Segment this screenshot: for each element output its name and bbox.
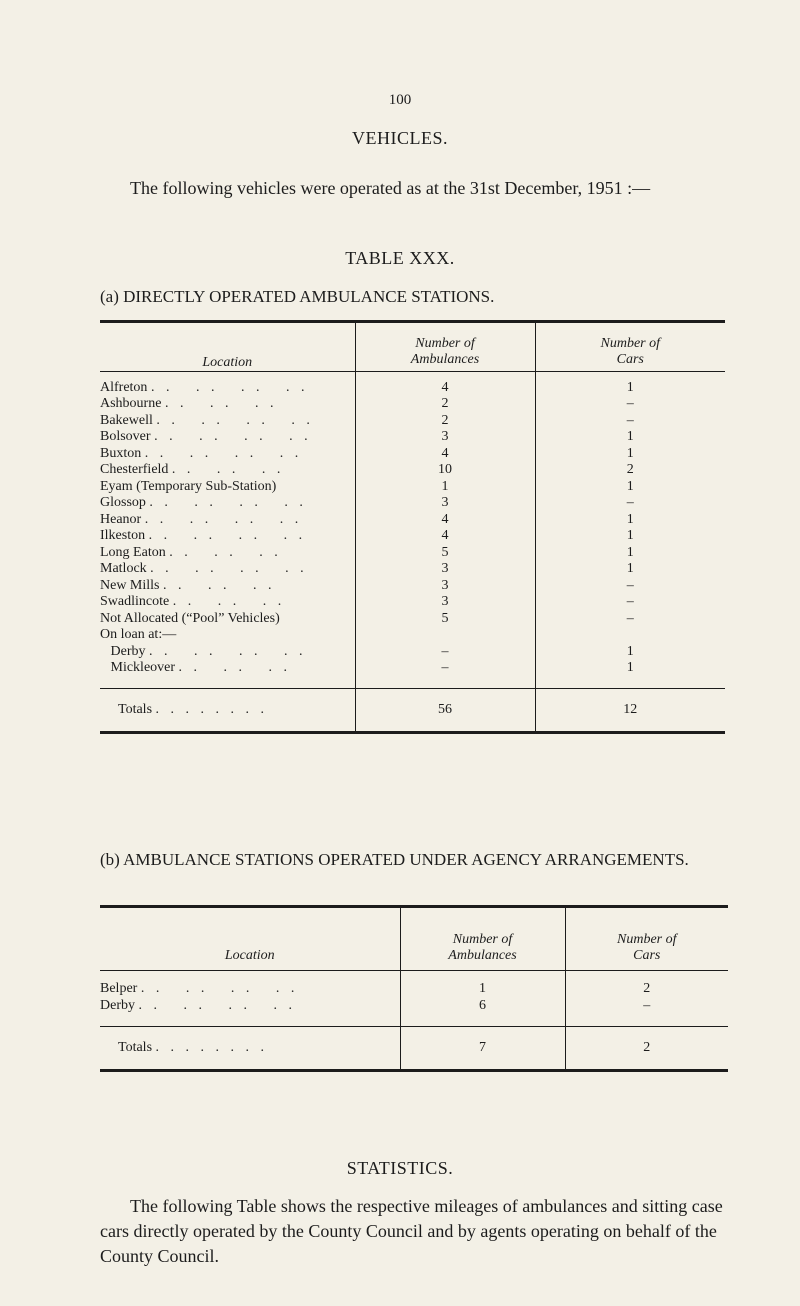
location-text: New Mills <box>100 577 160 593</box>
cell-location <box>100 644 355 661</box>
table-row <box>100 997 728 1015</box>
cell-cars <box>535 627 725 644</box>
table-title: TABLE XXX. <box>345 248 455 268</box>
cell-ambulances: 2 <box>355 413 535 430</box>
totals-cars: 2 <box>565 1027 728 1071</box>
cell-ambulances: 3 <box>355 561 535 578</box>
cell-ambulances: 4 <box>355 512 535 529</box>
location-text: Mickleover <box>100 660 176 676</box>
cell-location <box>100 545 355 562</box>
section-a-heading: (a) DIRECTLY OPERATED AMBULANCE STATIONS. <box>100 287 495 306</box>
spacer-cell <box>100 1015 400 1027</box>
cell-ambulances <box>355 627 535 644</box>
cell-location <box>100 528 355 545</box>
location-text: Eyam (Temporary Sub-Station) <box>100 478 277 494</box>
cell-ambulances: 4 <box>355 372 535 397</box>
cell-ambulances: 3 <box>355 594 535 611</box>
location-text: Not Allocated (“Pool” Vehicles) <box>100 610 280 626</box>
table-row <box>100 545 725 562</box>
table-row <box>100 971 728 997</box>
dot-leader: . . . . . . . . <box>155 702 269 717</box>
header-line: Number of Cars <box>600 336 660 367</box>
cell-location <box>100 611 355 628</box>
table-row <box>100 512 725 529</box>
table-directly-operated <box>100 320 725 734</box>
cell-ambulances: 2 <box>355 396 535 413</box>
cell-ambulances: 10 <box>355 462 535 479</box>
table-row <box>100 446 725 463</box>
totals-label <box>100 1027 400 1071</box>
cell-ambulances: – <box>355 644 535 661</box>
cell-cars: 1 <box>626 643 634 659</box>
cell-location <box>100 997 400 1015</box>
table-row <box>100 611 725 628</box>
totals-cars: 12 <box>535 689 725 733</box>
table-row <box>100 479 725 496</box>
cell-ambulances: 4 <box>355 446 535 463</box>
cell-location <box>100 594 355 611</box>
totals-label-text: Totals <box>118 1040 153 1055</box>
cell-cars: – <box>626 594 634 610</box>
dot-leader: . . . . . . . . <box>144 445 303 461</box>
totals-ambulances: 56 <box>355 689 535 733</box>
dot-leader: . . . . . . . . <box>156 412 314 428</box>
cell-ambulances: 1 <box>355 479 535 496</box>
dot-leader: . . . . . . . . <box>154 429 312 445</box>
spacer-cell <box>565 1015 728 1027</box>
cell-location <box>100 372 355 397</box>
cell-cars: 1 <box>626 660 634 676</box>
cell-location <box>100 396 355 413</box>
cell-location <box>100 578 355 595</box>
totals-ambulances: 7 <box>400 1027 565 1071</box>
page-number: 100 <box>388 92 412 108</box>
dot-leader: . . . . . . . . <box>148 528 307 544</box>
cell-cars: – <box>626 412 634 428</box>
location-text: Glossop <box>100 495 146 511</box>
dot-leader: . . . . . . <box>164 396 278 412</box>
cell-ambulances: – <box>355 660 535 677</box>
cell-cars: – <box>643 997 651 1013</box>
dot-leader: . . . . . . . . <box>144 511 303 527</box>
table-header-row <box>100 322 725 372</box>
cell-cars: 1 <box>626 478 634 494</box>
column-header-location: Location <box>100 907 400 971</box>
table-body <box>100 372 725 689</box>
cell-location <box>100 561 355 578</box>
location-text: On loan at:— <box>100 627 177 643</box>
intro-paragraph: The following vehicles were operated as at the 31st December, 1951 :— <box>130 178 651 198</box>
location-text: Bakewell <box>100 412 153 428</box>
cell-cars: 1 <box>626 528 634 544</box>
header-line: Number of Ambulances <box>448 932 517 963</box>
cell-location <box>100 971 400 997</box>
totals-label-text: Totals <box>118 702 153 717</box>
cell-cars: – <box>626 577 634 593</box>
dot-leader: . . . . . . . . <box>150 380 309 395</box>
dot-leader: . . . . . . . . <box>140 980 299 996</box>
totals-label <box>100 689 355 733</box>
column-header-ambulances <box>355 322 535 372</box>
cell-ambulances: 6 <box>400 997 565 1015</box>
cell-cars: 2 <box>626 462 634 478</box>
cell-ambulances: 4 <box>355 528 535 545</box>
table-row <box>100 594 725 611</box>
dot-leader: . . . . . . <box>172 594 286 610</box>
table-body <box>100 971 728 1027</box>
table-row <box>100 429 725 446</box>
header-line: Number of Cars <box>617 932 677 963</box>
table-row <box>100 413 725 430</box>
totals-row <box>100 1027 728 1071</box>
location-text: Belper <box>100 980 138 996</box>
dot-leader: . . . . . . <box>178 660 292 676</box>
column-header-cars <box>535 322 725 372</box>
location-text: Long Eaton <box>100 544 166 560</box>
dot-leader: . . . . . . . . <box>149 643 307 659</box>
statistics-paragraph: The following Table shows the respective mileages of ambulances and sitting case cars directly operated by the County Council and by agents operating on behalf of the County Council. <box>100 1196 723 1266</box>
totals-row <box>100 689 725 733</box>
spacer-cell <box>400 1015 565 1027</box>
table-row <box>100 578 725 595</box>
location-text: Derby <box>100 997 135 1013</box>
location-text: Bolsover <box>100 429 151 445</box>
cell-location <box>100 660 355 677</box>
spacer-row <box>100 677 725 689</box>
cell-location <box>100 627 355 644</box>
cell-cars: – <box>626 495 634 511</box>
table-row <box>100 495 725 512</box>
cell-cars: 1 <box>626 380 634 395</box>
location-text: Ashbourne <box>100 396 162 412</box>
spacer-cell <box>535 677 725 689</box>
dot-leader: . . . . . . <box>163 577 276 593</box>
cell-cars: – <box>626 610 634 626</box>
cell-location <box>100 429 355 446</box>
cell-ambulances: 5 <box>355 545 535 562</box>
location-text: Derby <box>100 643 146 659</box>
spacer-row <box>100 1015 728 1027</box>
cell-location <box>100 512 355 529</box>
dot-leader: . . . . . . . . <box>138 997 296 1013</box>
table-row <box>100 627 725 644</box>
location-text: Matlock <box>100 561 147 577</box>
table-agency-operated <box>100 905 728 1072</box>
cell-cars: 1 <box>626 445 634 461</box>
table-row <box>100 528 725 545</box>
cell-cars: 1 <box>626 544 634 560</box>
column-header-cars <box>565 907 728 971</box>
table-row <box>100 372 725 397</box>
spacer-cell <box>100 677 355 689</box>
dot-leader: . . . . . . . . <box>155 1040 269 1055</box>
cell-ambulances: 5 <box>355 611 535 628</box>
cell-ambulances: 1 <box>400 971 565 997</box>
dot-leader: . . . . . . <box>171 462 285 478</box>
column-header-ambulances <box>400 907 565 971</box>
cell-ambulances: 3 <box>355 578 535 595</box>
section-b-heading: (b) AMBULANCE STATIONS OPERATED UNDER AGENCY ARRANGEMENTS. <box>100 850 689 869</box>
table-header-row <box>100 907 728 971</box>
table-row <box>100 462 725 479</box>
dot-leader: . . . . . . . . <box>149 495 307 511</box>
table-row <box>100 644 725 661</box>
page-title: VEHICLES. <box>352 128 448 148</box>
table-row <box>100 660 725 677</box>
cell-location <box>100 495 355 512</box>
cell-cars: – <box>626 396 634 412</box>
cell-ambulances: 3 <box>355 495 535 512</box>
cell-cars: 2 <box>643 980 651 996</box>
header-line: Number of Ambulances <box>410 336 480 367</box>
table-row <box>100 561 725 578</box>
column-header-location: Location <box>100 322 355 372</box>
location-text: Ilkeston <box>100 528 146 544</box>
location-text: Swadlincote <box>100 594 170 610</box>
location-text: Chesterfield <box>100 462 169 478</box>
cell-location <box>100 462 355 479</box>
cell-cars: 1 <box>626 511 634 527</box>
dot-leader: . . . . . . . . <box>150 561 308 577</box>
cell-cars: 1 <box>626 429 634 445</box>
table-row <box>100 396 725 413</box>
cell-location <box>100 446 355 463</box>
cell-location <box>100 479 355 496</box>
dot-leader: . . . . . . <box>169 544 282 560</box>
cell-ambulances: 3 <box>355 429 535 446</box>
location-text: Buxton <box>100 445 142 461</box>
spacer-cell <box>355 677 535 689</box>
location-text: Alfreton <box>100 380 148 395</box>
location-text: Heanor <box>100 511 142 527</box>
statistics-heading: STATISTICS. <box>346 1158 454 1178</box>
cell-cars: 1 <box>626 561 634 577</box>
cell-location <box>100 413 355 430</box>
